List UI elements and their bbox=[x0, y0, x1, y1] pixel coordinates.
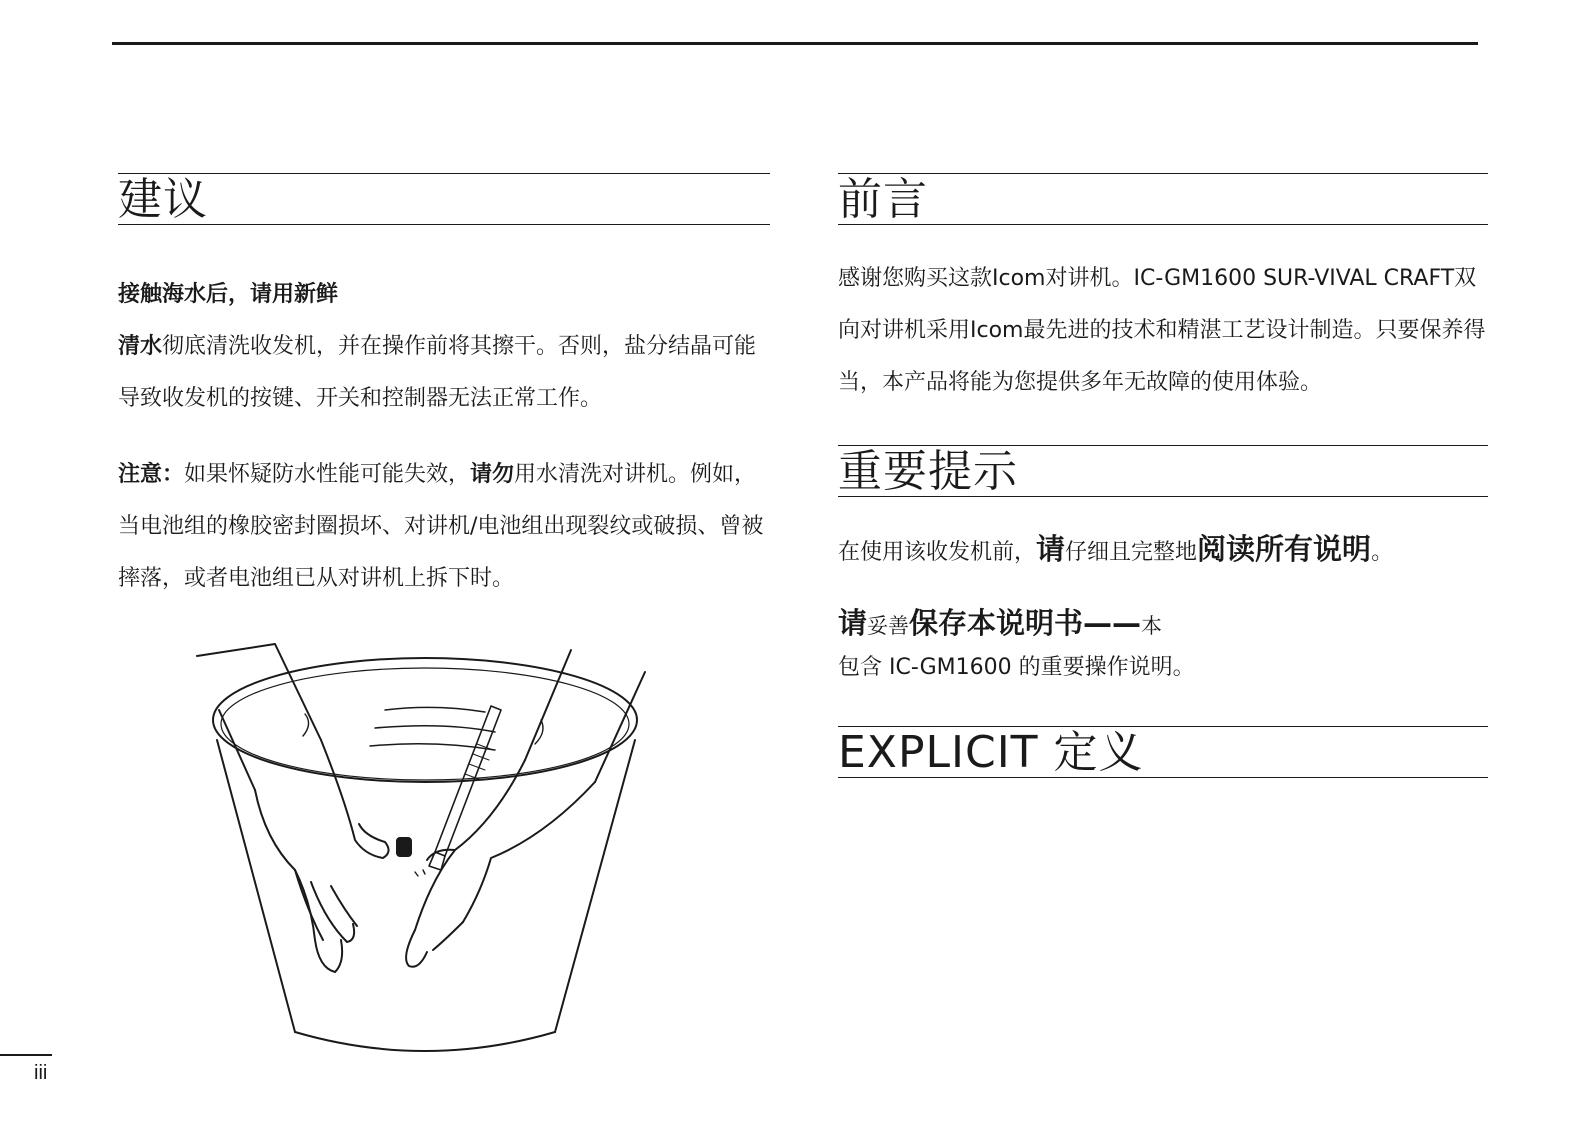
keep-manual-bold: 保存本说明书—— bbox=[909, 606, 1142, 640]
caution-label: 注意： bbox=[118, 462, 185, 487]
keep-manual-line-2: 包含 IC-GM1600 的重要操作说明。 bbox=[838, 655, 1195, 680]
fresh-water-bold: 清水 bbox=[118, 334, 163, 359]
recommendation-text: 彻底清洗收发机，并在操作前将其擦干。否则，盐分结晶可能导致收发机的按键、开关和控制器无法正常工作。 bbox=[118, 334, 757, 411]
caution-text-2: 用水清洗对讲机。例如，当电池组的橡胶密封圈损坏、对讲机/电池组出现裂纹或破损、曾被摔落，或者电池组已从对讲机上拆下时。 bbox=[118, 462, 764, 591]
page-number: iii bbox=[34, 1062, 48, 1084]
explicit-heading bbox=[838, 726, 1488, 778]
foreword-title: 前言 bbox=[838, 174, 928, 225]
recommendation-paragraph bbox=[118, 321, 770, 425]
bucket-washing-illustration bbox=[195, 640, 655, 1080]
caution-paragraph bbox=[118, 449, 770, 605]
keep-text-2: 本 bbox=[1141, 614, 1163, 638]
recommendation-subheading: 接触海水后，请用新鲜 bbox=[118, 282, 339, 307]
read-all-bold: 阅读所有说明 bbox=[1197, 532, 1372, 566]
recommendation-heading bbox=[118, 173, 770, 225]
foreword-heading bbox=[838, 173, 1488, 225]
caution-bold: 请勿 bbox=[470, 462, 515, 487]
recommendation-title: 建议 bbox=[118, 174, 208, 225]
important-text-2: 仔细且完整地 bbox=[1065, 540, 1198, 565]
explicit-title: EXPLICIT 定义 bbox=[838, 727, 1144, 778]
please-bold: 请 bbox=[1036, 532, 1066, 566]
important-paragraph bbox=[838, 523, 1488, 579]
important-title: 重要提示 bbox=[838, 446, 1018, 497]
page-number-rule bbox=[0, 1054, 52, 1056]
caution-text-1: 如果怀疑防水性能可能失效， bbox=[184, 462, 471, 487]
right-column bbox=[838, 173, 1488, 778]
recommendation-section bbox=[118, 173, 770, 605]
keep-manual-line bbox=[838, 603, 1488, 646]
keep-text-1: 妥善 bbox=[867, 614, 910, 638]
important-text-1: 在使用该收发机前， bbox=[838, 540, 1037, 565]
keep-please-bold: 请 bbox=[838, 606, 868, 640]
top-rule bbox=[112, 42, 1478, 45]
important-heading bbox=[838, 445, 1488, 497]
foreword-paragraph: 感谢您购买这款Icom对讲机。IC-GM1600 SUR-VIVAL CRAFT双向对讲机采用Icom最先进的技术和精湛工艺设计制造。只要保养得当，本产品将能为您提供多年无故障的使用体验。 bbox=[838, 266, 1486, 395]
important-text-3: 。 bbox=[1371, 540, 1394, 565]
